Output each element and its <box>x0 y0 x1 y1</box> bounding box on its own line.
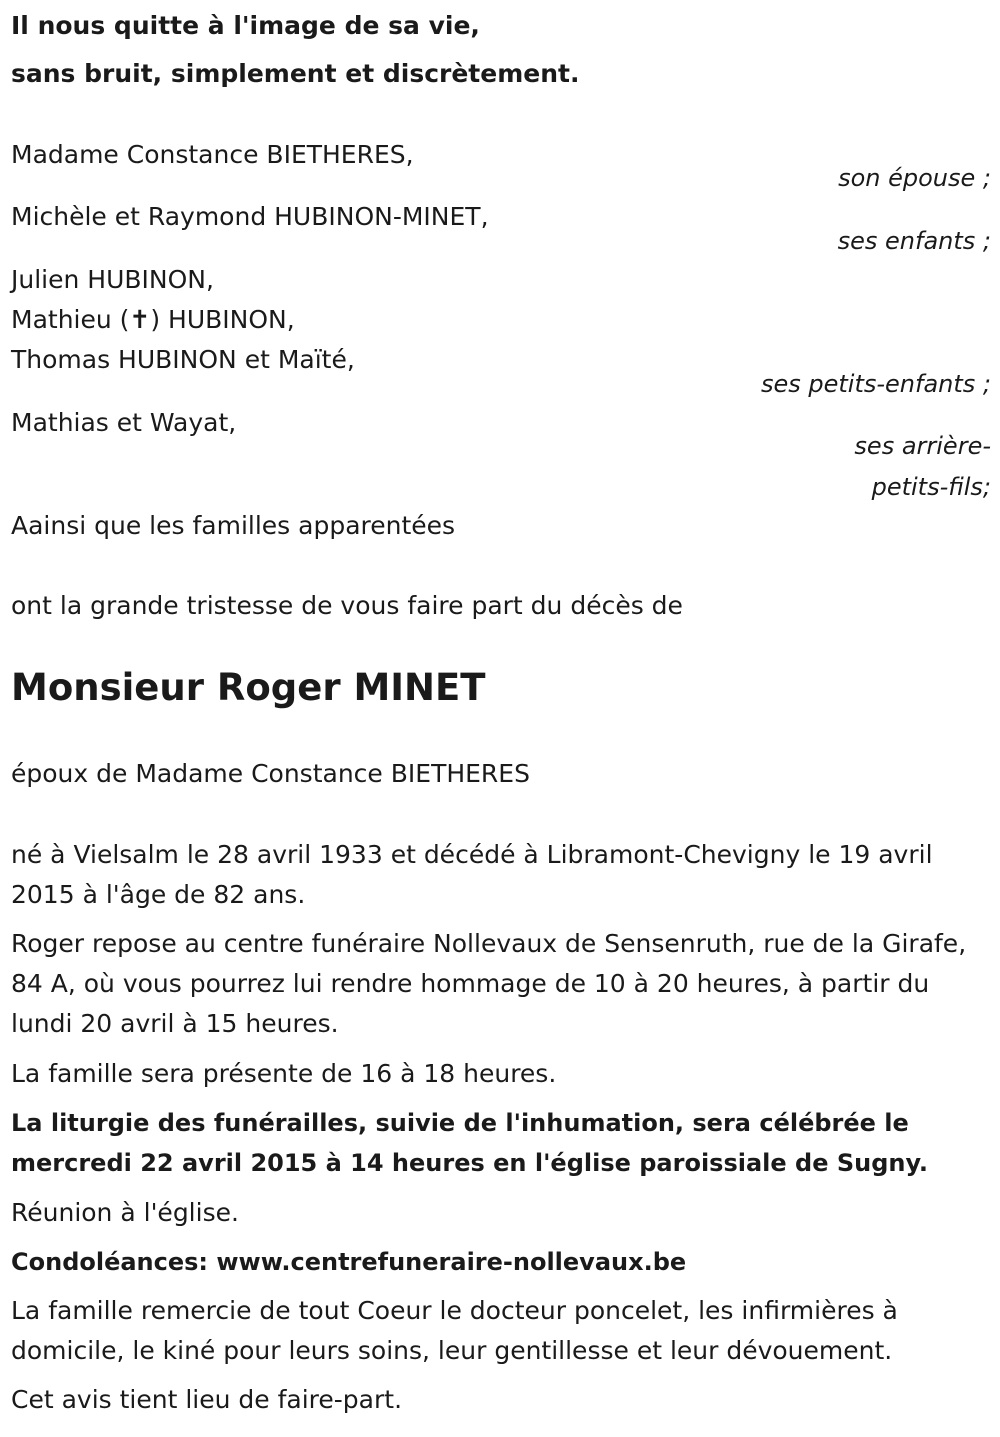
viewing-paragraph: Roger repose au centre funéraire Nollevaux de Sensenruth, rue de la Girafe, 84 A, où vous pourrez lui rendre hommage de 10 à 20 heures, à partir du lundi 20 avril à 15 heures. <box>11 929 967 1038</box>
intro-line-1: Il nous quitte à l'image de sa vie, <box>11 11 480 40</box>
wife-name: Madame Constance BIETHERES, <box>11 140 414 169</box>
grandchild-1: Julien HUBINON, <box>11 265 214 294</box>
intro-line-2: sans bruit, simplement et discrètement. <box>11 59 580 88</box>
family-presence-paragraph: La famille sera présente de 16 à 18 heures. <box>11 1059 557 1088</box>
announcement: ont la grande tristesse de vous faire part du décès de <box>11 591 683 620</box>
extended-family: Aainsi que les familles apparentées <box>11 511 456 540</box>
grandchild-3: Thomas HUBINON et Maïté, <box>11 345 355 374</box>
thanks-paragraph: La famille remercie de tout Coeur le docteur poncelet, les infirmières à domicile, le kiné pour leurs soins, leur gentillesse et leur dévouement. <box>11 1296 898 1365</box>
wife-role: son épouse ; <box>838 164 991 192</box>
great-grandchildren-role-line-2: petits-fils; <box>871 473 991 501</box>
children-names: Michèle et Raymond HUBINON-MINET, <box>11 202 489 231</box>
children-role: ses enfants ; <box>837 227 991 255</box>
closing-paragraph: Cet avis tient lieu de faire-part. <box>11 1385 403 1414</box>
great-grandchildren-role-line-1: ses arrière- <box>854 432 991 460</box>
condolences-paragraph: Condoléances: www.centrefuneraire-nollevaux.be <box>11 1248 687 1276</box>
great-grandchildren-names: Mathias et Wayat, <box>11 408 237 437</box>
liturgy-paragraph: La liturgie des funérailles, suivie de l'inhumation, sera célébrée le mercredi 22 avril 2015 à 14 heures en l'église paroissiale de Sugny. <box>11 1109 929 1177</box>
meeting-paragraph: Réunion à l'église. <box>11 1198 239 1227</box>
grandchildren-role: ses petits-enfants ; <box>760 370 991 398</box>
birth-death-paragraph: né à Vielsalm le 28 avril 1933 et décédé à Libramont-Chevigny le 19 avril 2015 à l'âge de 82 ans. <box>11 840 933 909</box>
grandchild-2: Mathieu (✝) HUBINON, <box>11 305 295 334</box>
spouse-of: époux de Madame Constance BIETHERES <box>11 759 530 788</box>
deceased-name: Monsieur Roger MINET <box>11 666 486 709</box>
